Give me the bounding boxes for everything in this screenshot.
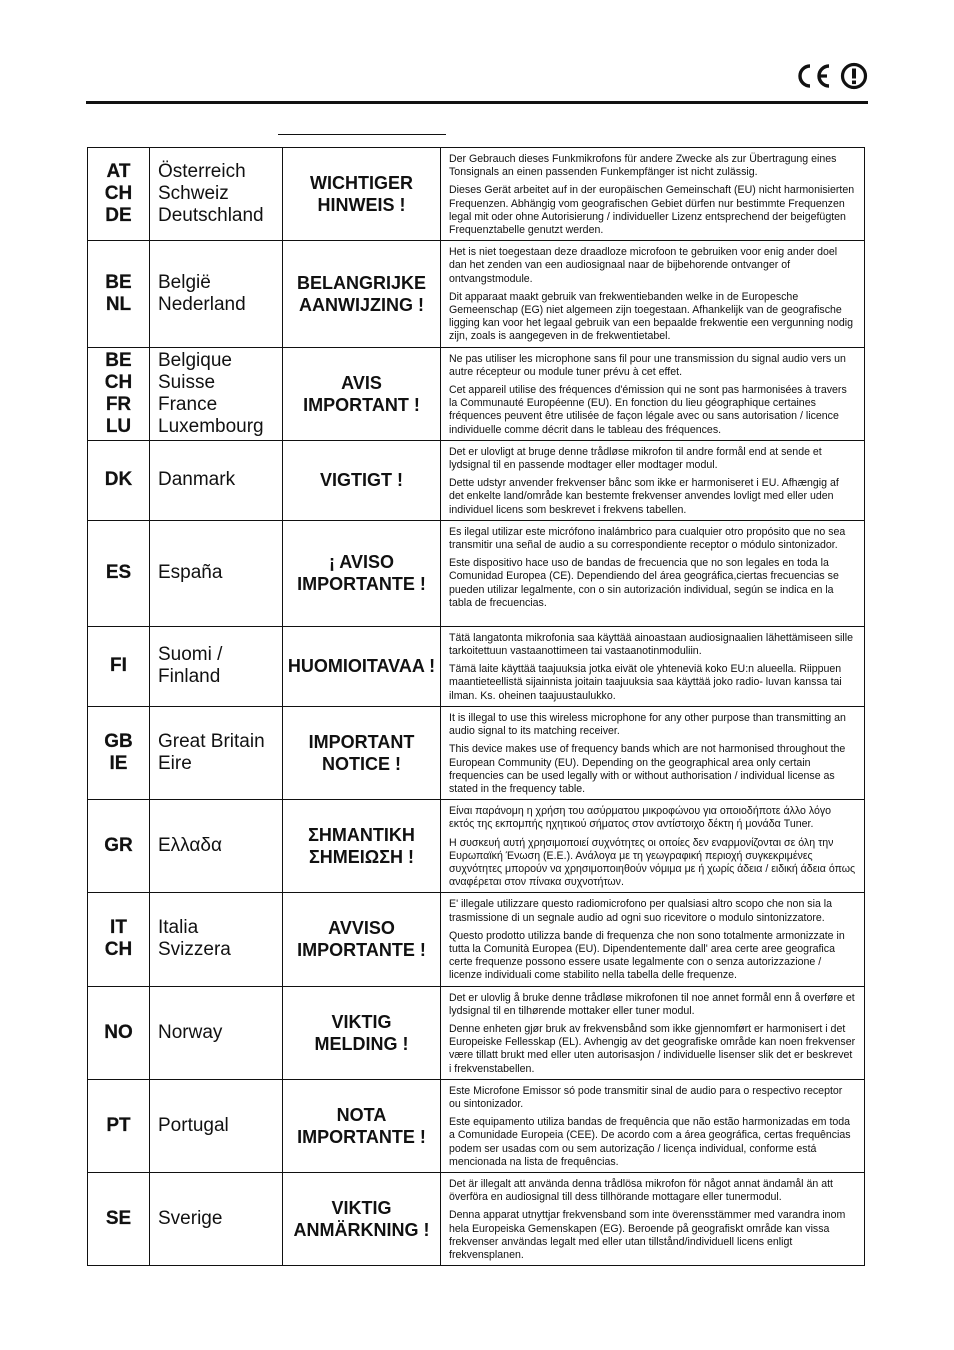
country-code: CH — [104, 939, 133, 961]
country-name: Schweiz — [158, 183, 229, 205]
table-row — [88, 800, 865, 893]
notice-paragraph: Tämä laite käyttää taajuuksia jotka eivät ole yhteneviä koko EU:n alueella. Riippuen maantieteellistä sijainnista joitain taajuuksia saa käyttää joko radio- luvan kanssa tai ilman. Ks. oheinen taajuustaulukko. — [449, 663, 842, 702]
country-codes — [88, 1172, 150, 1265]
notice-paragraph: This device makes use of frequency bands which are not harmonised throughout the European Community (EU). Depending on the geographical area only certain frequencies can be used legally with or without authorisation / individual license as stated in the frequency table. — [449, 743, 846, 795]
notice-text — [441, 241, 865, 347]
notice-text — [441, 347, 865, 440]
notice-paragraph: Ne pas utiliser les microphone sans fil pour une transmission du signal audio vers un autre récepteur ou module tuner prévu à cet effet. — [449, 352, 846, 378]
notice-paragraph: Este Microfone Emissor só pode transmitir sinal de audio para o respectivo receptor ou sintonizador. — [449, 1084, 843, 1110]
country-name: Sverige — [158, 1208, 223, 1230]
notice-heading — [283, 1172, 441, 1265]
country-codes — [88, 626, 150, 706]
notice-paragraph: Η συσκευή αυτή χρησιμοποιεί συχνότητες οι οποίες δεν εναρμονίζονται σε όλη την Ευρωπαϊκή Ένωση (Ε.Ε.). Ανάλογα με τη γεωγραφική περιοχή συγκεκριμένες συχνότητες μπορούν να χρησιμοποιηθούν νόμιμα με ή χωρίς άδεια / ειδική άδεια όπως αναφέρεται στον πίνακα συχνοτήτων. — [449, 836, 856, 889]
notice-heading — [283, 706, 441, 799]
notice-paragraph: Het is niet toegestaan deze draadloze microfoon te gebruiken voor enig ander doel dan het zenden van een audiosignaal naar de bijbehorende ontvanger of ontvangstmodule. — [449, 246, 838, 285]
country-codes — [88, 706, 150, 799]
notice-heading — [283, 241, 441, 347]
notice-heading-line: ΣΗΜΑΝΤΙΚΗ — [308, 825, 415, 846]
notice-text — [441, 440, 865, 520]
table-row — [88, 520, 865, 626]
notice-paragraph: Tätä langatonta mikrofonia saa käyttää ainoastaan audiosignaalien lähettämiseen sille tarkoitettuun vastaanottimeen tai vastaanotinmoduliin. — [449, 631, 854, 658]
country-name: Österreich — [158, 161, 246, 183]
notice-text — [441, 148, 865, 241]
country-names — [150, 800, 283, 893]
notice-heading — [283, 347, 441, 440]
notice-paragraph: Este equipamento utiliza bandas de frequência que não estão harmonizadas em toda a Comunidade Europeia (CEE). De acordo com a área geográfica, certas frequências podem ser usadas com ou sem autorização / licença individual, conforme está mencionada na lista de frequências. — [449, 1116, 851, 1168]
country-code: FR — [105, 393, 132, 415]
alert-class2-icon — [840, 62, 868, 90]
country-name: Luxembourg — [158, 415, 264, 437]
country-codes — [88, 520, 150, 626]
notice-text — [441, 520, 865, 626]
section-underline — [278, 134, 446, 135]
notice-text — [441, 1079, 865, 1172]
country-names — [150, 706, 283, 799]
notice-text — [441, 706, 865, 799]
country-name: Nederland — [158, 293, 246, 315]
notice-heading — [283, 520, 441, 626]
notice-heading — [283, 800, 441, 893]
country-code: BE — [105, 271, 132, 293]
notice-heading-line: MELDING ! — [314, 1033, 409, 1054]
notice-paragraph: Det er ulovlig å bruke denne trådløse mikrofonen til noe annet formål enn å overføre et lydsignal til en tilhørende mottaker eller tuner modul. — [449, 991, 855, 1017]
notice-heading-line: BELANGRIJKE — [296, 272, 426, 293]
notice-paragraph: E' illegale utilizzare questo radiomicrofono per qualsiasi altro scopo che non sia la trasmissione di un segnale audio ad ogni suo ricevitore o modulo sintonizzatore. — [449, 898, 833, 924]
country-name: Suisse — [158, 371, 216, 393]
country-names — [150, 520, 283, 626]
country-name: Ελλαδα — [158, 835, 222, 857]
country-names — [150, 241, 283, 347]
country-code: CH — [104, 371, 133, 393]
country-code: BE — [105, 349, 132, 371]
notice-heading-line: ¡ AVISO — [328, 552, 394, 573]
country-name: Portugal — [158, 1114, 229, 1136]
notice-paragraph: Questo prodotto utilizza bande di frequenza che non sono totalmente armonizzate in tutta la Comunità Europea (EU). Dipendentemente dall' area certe aree geografica certe frequenze possono essere usate legalmente con o senza autorizzazione / licenze individuali come stabilito nella tabella delle frequenze. — [449, 929, 845, 982]
notice-heading-line: IMPORTANT — [308, 732, 415, 752]
notice-heading-line: HUOMIOITAVAA ! — [287, 656, 436, 677]
notice-heading-line: AVVISO — [328, 918, 395, 939]
country-names — [150, 893, 283, 986]
notice-heading-line: IMPORTANTE ! — [297, 940, 426, 961]
table-row — [88, 148, 865, 241]
country-code: IE — [109, 753, 128, 774]
country-codes — [88, 148, 150, 241]
notice-heading-line: AANWIJZING ! — [299, 294, 424, 315]
certification-marks — [794, 62, 868, 90]
notice-heading-line: VIKTIG — [331, 1198, 392, 1219]
country-code: DE — [105, 205, 132, 227]
country-code: GB — [104, 731, 133, 752]
notice-paragraph: Este dispositivo hace uso de bandas de frecuencia que no son legales en toda la Comunidad Europea (CE). Dependiendo del área geográfica,ciertas frecuencias se pueden utilizar legalmente, con o sin autorización individual, según se indica en la tabla de frecuencias. — [449, 557, 839, 609]
country-names — [150, 440, 283, 520]
country-name: Deutschland — [158, 205, 264, 227]
notice-paragraph: Det är illegalt att använda denna trådlösa mikrofon för något annat ändamål än att överföra en audiosignal till dess tillhörande mottagare eller tunermodul. — [449, 1177, 833, 1204]
country-names — [150, 1079, 283, 1172]
notice-paragraph: Der Gebrauch dieses Funkmikrofons für andere Zwecke als zur Übertragung eines Tonsignals an einen passenden Funkempfänger ist nicht zulässig. — [449, 153, 837, 179]
country-name: Great Britain — [158, 731, 265, 752]
notice-heading — [283, 440, 441, 520]
table-row — [88, 986, 865, 1079]
country-codes — [88, 800, 150, 893]
regulatory-notice-table — [87, 147, 865, 1266]
table-row — [88, 626, 865, 706]
country-name: Svizzera — [158, 939, 231, 961]
country-name: België — [158, 271, 211, 293]
notice-text — [441, 800, 865, 893]
notice-heading-line: AVIS — [341, 372, 382, 393]
table-row — [88, 1079, 865, 1172]
country-code: LU — [105, 415, 132, 437]
notice-text — [441, 626, 865, 706]
country-codes — [88, 986, 150, 1079]
country-name: France — [158, 393, 218, 415]
country-names — [150, 148, 283, 241]
notice-paragraph: Es ilegal utilizar este micrófono inalámbrico para cualquier otro propósito que no sea transmitir una señal de audio a su correspondiente receptor o módulo sintonizador. — [449, 525, 846, 552]
country-name: Danmark — [158, 469, 236, 491]
notice-heading-line: NOTICE ! — [322, 754, 401, 774]
country-names — [150, 626, 283, 706]
notice-paragraph: It is illegal to use this wireless microphone for any other purpose than transmitting an audio signal to its matching receiver. — [449, 711, 846, 738]
notice-heading — [283, 1079, 441, 1172]
notice-paragraph: Dette udstyr anvender frekvenser bånc som ikke er harmoniseret i EU. Afhængig af det enkelte land/område kan bestemte frekvenser anvendes lovligt med eller uden individuel licens som beskrevet i frekvens tabellen. — [449, 477, 839, 516]
notice-heading-line: WICHTIGER — [310, 173, 413, 194]
country-code: GR — [104, 835, 133, 857]
notice-paragraph: Det er ulovligt at bruge denne trådløse mikrofon til andre formål end at sende et lydsignal til en passende modtager eller modtager modul. — [449, 445, 822, 472]
notice-paragraph: Είναι παράνομη η χρήση του ασύρματου μικροφώνου για οποιοδήποτε άλλο λόγο εκτός της εκπομπής ηχητικού σήματος στον αντίστοιχο δέκτη ή μονάδα Tuner. — [449, 805, 832, 831]
notice-text — [441, 1172, 865, 1265]
country-code: DK — [104, 469, 133, 491]
notice-heading — [283, 893, 441, 986]
notice-paragraph: Dieses Gerät arbeitet auf in der europäischen Gemeinschaft (EU) nicht harmonisierten Frequenzen. Abhängig vom geografischen Gebiet dürfen nur bestimmte Frequenzen legal mit oder ohne Autorisierung / individueller Lizenz entsprechend der beigefügten Frequenztabelle genutzt werden. — [449, 184, 855, 237]
country-code: PT — [106, 1114, 131, 1136]
notice-heading-line: HINWEIS ! — [317, 195, 406, 216]
notice-heading-line: VIKTIG — [331, 1011, 392, 1032]
notice-heading-line: ΣΗΜΕΙΩΣΗ ! — [308, 847, 415, 868]
notice-paragraph: Denna apparat utnyttjar frekvensband som inte överensstämmer med varandra inom hela Europeiska Gemenskapen (EG). Beroende på geografiskt område kan vissa frekvenser användas legalt med eller utan tillstånd/individuell licens enligt frekvensplanen. — [449, 1209, 846, 1261]
country-code: CH — [104, 183, 133, 205]
notice-heading-line: NOTA — [336, 1104, 387, 1125]
notice-paragraph: Cet appareil utilise des fréquences d'émission qui ne sont pas harmonisées à travers la Communauté Européenne (EU). En fonction du lieu géographique certaines fréquences peuvent être utilisée de façon légale avec ou sans autorisation / licence individuelle comme décrit dans le tableau des fréquences. — [449, 384, 847, 436]
notice-text — [441, 986, 865, 1079]
country-code: NL — [105, 293, 132, 315]
country-code: NO — [104, 1021, 133, 1043]
country-code: SE — [105, 1208, 132, 1230]
notice-heading — [283, 986, 441, 1079]
country-name: Finland — [158, 666, 221, 688]
ce-mark-icon — [794, 62, 832, 90]
notice-heading — [283, 626, 441, 706]
country-names — [150, 1172, 283, 1265]
notice-heading-line: IMPORTANTE ! — [297, 574, 426, 595]
notice-paragraph: Denne enheten gjør bruk av frekvensbånd som ikke gjennomført er harmonisert i det Europeiske Fellesskap (EL). Avhengig av det geografiske område kan noen frekvenser være tillatt brukt med eller uten autorisasjon / individuelle lisenser slik det er beskrevet i frekvenstabellen. — [449, 1022, 856, 1075]
notice-heading — [283, 148, 441, 241]
country-codes — [88, 893, 150, 986]
header-rule — [86, 101, 868, 104]
country-codes — [88, 347, 150, 440]
notice-heading-line: IMPORTANT ! — [303, 394, 420, 415]
table-row — [88, 440, 865, 520]
table-row — [88, 706, 865, 799]
country-code: ES — [105, 562, 132, 584]
country-code: AT — [106, 161, 131, 183]
country-codes — [88, 440, 150, 520]
notice-paragraph: Dit apparaat maakt gebruik van frekwentiebanden welke in de Europesche Gemeenschap (EG) niet algemeen zijn toegestaan. Afhankelijk van de geografische ligging kan voor het legaal gebruik van een bepaalde frekwentie een vergunning nodig zijn, zoals is aangegeven in de frekwentietabel. — [449, 290, 854, 343]
notice-heading-line: VIGTIGT ! — [320, 470, 403, 491]
table-row — [88, 1172, 865, 1265]
country-name: Italia — [158, 917, 199, 939]
table-row — [88, 347, 865, 440]
notice-heading-line: IMPORTANTE ! — [297, 1126, 426, 1147]
notice-text — [441, 893, 865, 986]
country-name: España — [158, 562, 223, 584]
country-codes — [88, 1079, 150, 1172]
country-name: Norway — [158, 1021, 223, 1043]
country-name: Belgique — [158, 349, 232, 371]
table-row — [88, 893, 865, 986]
table-row — [88, 241, 865, 347]
country-name: Suomi / — [158, 644, 223, 666]
notice-heading-line: ANMÄRKNING ! — [293, 1220, 430, 1241]
country-codes — [88, 241, 150, 347]
country-code: IT — [110, 917, 127, 939]
country-names — [150, 347, 283, 440]
country-name: Eire — [158, 753, 192, 774]
country-code: FI — [110, 655, 127, 677]
country-names — [150, 986, 283, 1079]
